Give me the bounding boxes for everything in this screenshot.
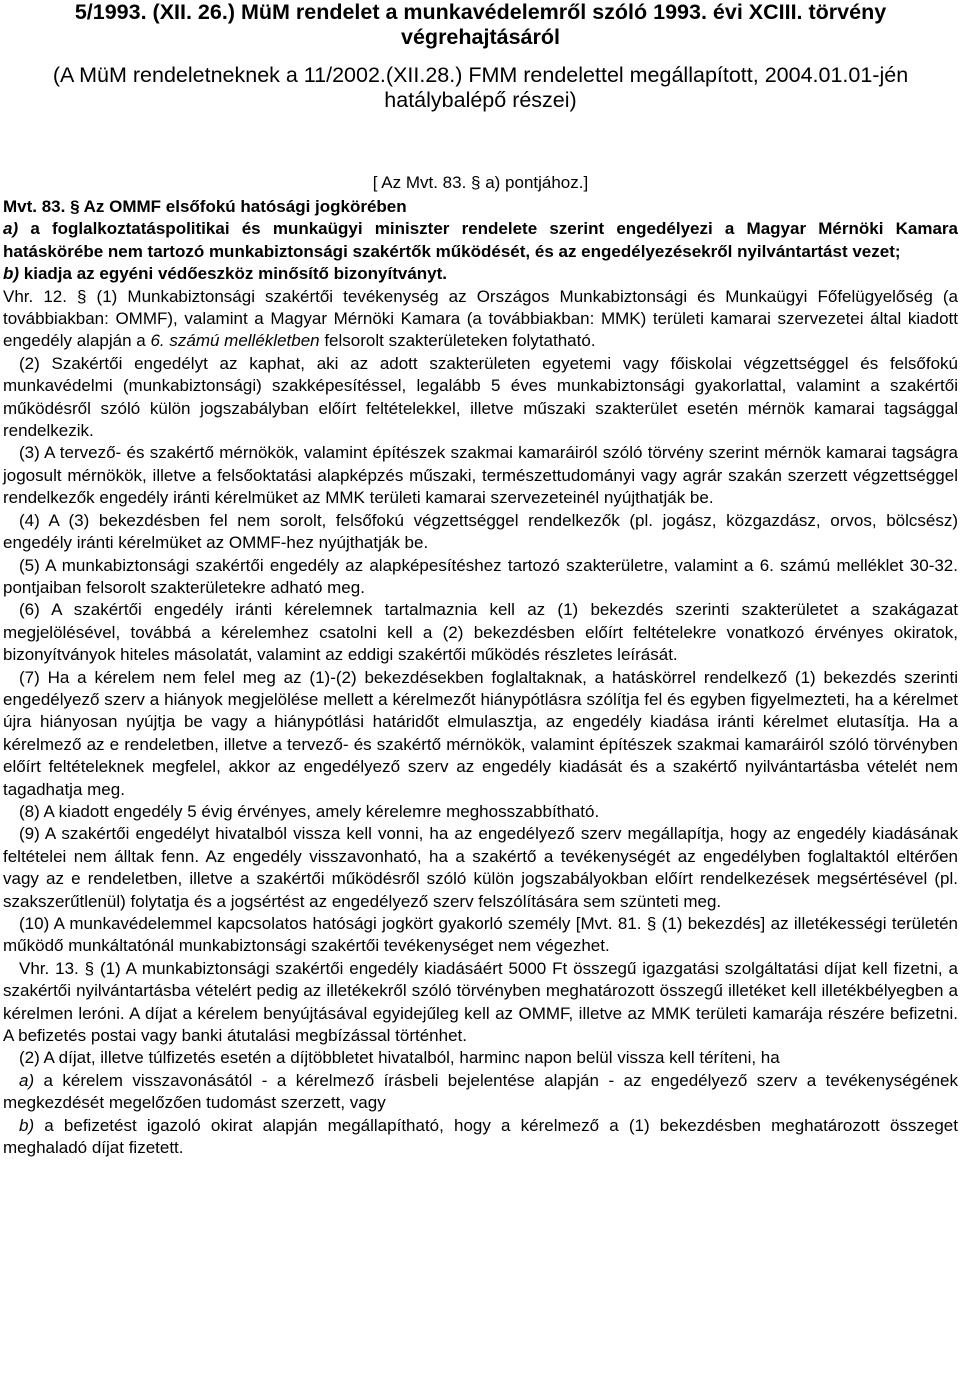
vhr12-p1-italic: 6. számú mellékletben — [150, 331, 320, 351]
vhr12-p1-end: felsorolt szakterületeken folytatható. — [319, 331, 596, 351]
vhr12-paragraph-3: (3) A tervező- és szakértő mérnökök, valamint építészek szakmai kamaráiról szóló törvény szerint mérnök kamarai tagságra jogosult mérnökök, illetve a felsőoktatási alapképzés műszaki, természettudományi vagy agrár szakán szerzett végzettséggel rendelkezők engedély iránti kérelmüket az MMK területi kamarai szervezeteinél nyújthatják be. — [3, 443, 958, 508]
vhr12-paragraph-8: (8) A kiadott engedély 5 évig érvényes, amely kérelemre meghosszabbítható. — [19, 801, 600, 821]
vhr13-item-b-text: a befizetést igazoló okirat alapján megállapítható, hogy a kérelmező a (1) bekezdésben meghatározott összeget meghaladó díjat fizetett. — [3, 1115, 958, 1158]
vhr12-paragraph-7: (7) Ha a kérelem nem felel meg az (1)-(2) bekezdésekben foglaltaknak, a hatáskörrel rendelkező (1) bekezdés szerinti engedélyező szerv a hiányok megjelölése mellett a kérelmezőt hiánypótlásra szólítja fel és egyben figyelmezteti, ha a kérelmet újra hiányosan nyújtja be vagy a hiánypótlási határidőt elmulasztja, az engedély kiadása iránti kérelmet elutasítja. Ha a kérelmező az e rendeletben, illetve a tervező- és szakértő mérnökök, valamint építészek szakmai kamaráiról szóló törvényben előírt feltételeknek megfelel, akkor az engedélyező szerv az engedély kiadását és a szakértő nyilvántartásba vételét nem tagadhatja meg. — [3, 667, 958, 799]
vhr12-paragraph-4: (4) A (3) bekezdésben fel nem sorolt, felsőfokú végzettséggel rendelkezők (pl. jogász, közgazdász, orvos, bölcsész) engedély iránti kérelmüket az OMMF-hez nyújthatják be. — [3, 510, 958, 553]
item-b — [3, 263, 958, 285]
vhr12-paragraph-2: (2) Szakértői engedélyt az kaphat, aki az adott szakterületen egyetemi vagy főiskolai végzettséggel és felsőfokú munkavédelmi (munkabiztonsági) szakképesítéssel, legalább 5 éves munkabiztonsági gyakorlattal, valamint a szakértői működésről szóló külön jogszabályban előírt feltételekkel, illetve műszaki szakterület esetén mérnök kamarai tagsággal rendelkezik. — [3, 353, 958, 441]
vhr13-item-a-text: a kérelem visszavonásától - a kérelmező írásbeli bejelentése alapján - az engedélyező szerv a tevékenységének megkezdését megelőzően tudomást szerzett, vagy — [3, 1070, 958, 1113]
vhr12-paragraph-10: (10) A munkavédelemmel kapcsolatos hatósági jogkört gyakorló személy [Mvt. 81. § (1) bekezdés] az illetékességi területén működő munkáltatónál munkabiztonsági szakértői tevékenységet nem végezhet. — [3, 914, 958, 956]
vhr13-paragraph-1: Vhr. 13. § (1) A munkabiztonsági szakértői engedély kiadásáért 5000 Ft összegű igazgatási szolgáltatási díjat kell fizetni, a szakértői nyilvántartásba vételért pedig az illetékekről szóló törvényben meghatározott összegű illetéket kell illetékbélyegben a kérelmen leróni. A díjat a kérelem benyújtásával egyidejűleg kell az OMMF, illetve az MMK területi kamarája részére befizetni. A befizetés postai vagy banki átutalási megbízással történhet. — [3, 958, 958, 1046]
document-header — [3, 0, 958, 112]
vhr13-item-b-label: b) — [19, 1115, 35, 1135]
vhr13-item-a — [3, 1070, 958, 1115]
document-title: 5/1993. (XII. 26.) MüM rendelet a munkavédelemről szóló 1993. évi XCIII. törvény végrehajtásáról — [74, 0, 887, 49]
item-a-label: a) — [3, 219, 19, 239]
document-body — [3, 196, 958, 1159]
item-a-text: a foglalkoztatáspolitikai és munkaügyi miniszter rendelete szerint engedélyezi a Magyar Mérnöki Kamara hatáskörébe nem tartozó munkabiztonsági szakértők működését, és az engedélyezésekről nyilvántartást vezet; — [3, 219, 958, 261]
item-b-label: b) — [3, 264, 20, 284]
item-a — [3, 218, 958, 263]
vhr13-paragraph-2: (2) A díjat, illetve túlfizetés esetén a díjtöbbletet hivatalból, harminc napon belül vissza kell téríteni, ha — [19, 1048, 780, 1068]
document-subtitle: (A MüM rendeletneknek a 11/2002.(XII.28.) FMM rendelettel megállapított, 2004.01.01-jén hatálybalépő részei) — [52, 63, 909, 112]
vhr12-paragraph-6: (6) A szakértői engedély iránti kérelemnek tartalmaznia kell az (1) bekezdés szerinti szakterületet a szakágazat megjelölésével, továbbá a kérelemhez csatolni kell a (2) bekezdésben előírt feltételekre vonatkozó érvényes okiratok, bizonyítványok hiteles másolatát, valamint az eddigi szakértői működés részletes leírását. — [3, 600, 958, 665]
vhr12-p1-text: Vhr. 12. § (1) Munkabiztonsági szakértői tevékenység az Országos Munkabiztonsági és Munkaügyi Főfelügyelőség (a továbbiakban: OMMF), valamint a Magyar Mérnöki Kamara (a továbbiakban: MMK) területi kamarai szervezetei által kiadott engedély alapján a — [3, 286, 958, 351]
vhr12-paragraph-9: (9) A szakértői engedélyt hivatalból vissza kell vonni, ha az engedélyező szerv megállapítja, hogy az engedély kiadásának feltételei nem álltak fenn. Az engedély visszavonható, ha a szakértő a tevékenységét az engedélyben foglaltaktól eltérően vagy az e rendeletben, illetve a szakértői működésről szóló külön jogszabályokban előírt rendelkezések megsértésével (pl. szakszerűtlenül) folytatja és a jogsértést az engedélyező szerv felszólítására sem szünteti meg. — [3, 824, 958, 911]
item-b-text: kiadja az egyéni védőeszköz minősítő bizonyítványt. — [19, 264, 447, 284]
vhr12-paragraph-1 — [3, 286, 958, 353]
vhr13-item-a-label: a) — [19, 1070, 35, 1090]
section-reference: [ Az Mvt. 83. § a) pontjához.] — [372, 173, 589, 192]
vhr12-paragraph-5: (5) A munkabiztonsági szakértői engedély az alapképesítéshez tartozó szakterületre, valamint a 6. számú melléklet 30-32. pontjaiban felsorolt szakterületekre adható meg. — [3, 555, 958, 597]
vhr13-item-b — [3, 1115, 958, 1160]
section-heading: Mvt. 83. § Az OMMF elsőfokú hatósági jogkörében — [3, 197, 407, 216]
